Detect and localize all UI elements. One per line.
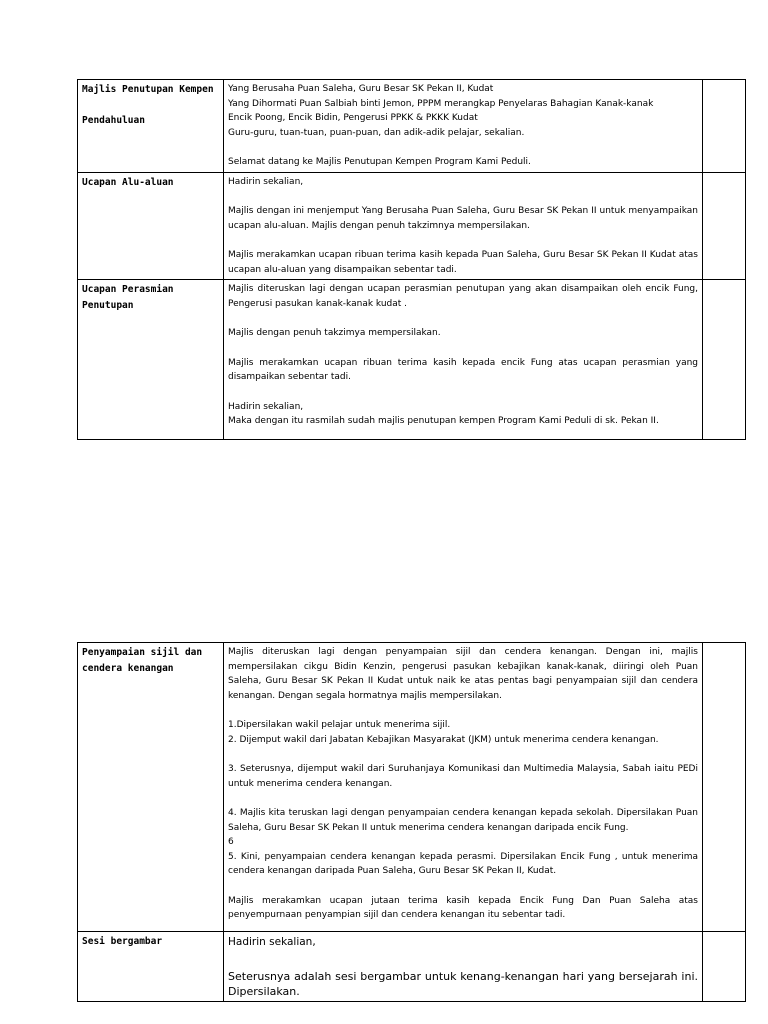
empty-cell (703, 172, 746, 280)
guest-line: Yang Dihormati Puan Salbiah binti Jemon, PPPM merangkap Penyelaras Bahagian Kanak-kanak (228, 98, 654, 109)
list-item: 2. Dijemput wakil dari Jabatan Kebajikan Masyarakat (JKM) untuk menerima cendera kenangan. (228, 734, 659, 745)
guest-line: Encik Poong, Encik Bidin, Pengerusi PPKK & PKKK Kudat (228, 113, 478, 123)
row-heading-cell (78, 280, 224, 440)
row-heading-cell (78, 172, 224, 280)
empty-cell (703, 931, 746, 1001)
paragraph: Hadirin sekalian, (228, 401, 304, 412)
row-heading: Ucapan Alu-aluan (82, 176, 174, 188)
table-row (78, 80, 746, 173)
paragraph: Majlis merakamkan ucapan ribuan terima kasih kepada encik Fung atas ucapan perasmian yang disampaikan sebentar tadi. (228, 357, 698, 382)
row-heading: Majlis Penutupan Kempen (82, 84, 214, 95)
stray-number: 6 (228, 837, 234, 847)
paragraph: Maka dengan itu rasmilah sudah majlis penutupan kempen Program Kami Peduli di sk. Pekan II. (228, 416, 659, 426)
list-item: 3. Seterusnya, dijemput wakil dari Suruhanjaya Komunikasi dan Multimedia Malaysia, Sabah iaitu PEDi untuk menerima cendera kenangan. (228, 764, 698, 789)
paragraph: Majlis merakamkan ucapan jutaan terima kasih kepada Encik Fung Dan Puan Saleha atas penyempurnaan penyampian sijil dan cendera kenangan itu sebentar tadi. (228, 895, 698, 920)
row-content-cell (224, 280, 703, 440)
list-item: 5. Kini, penyampaian cendera kenangan kepada perasmi. Dipersilakan Encik Fung , untuk menerima cendera kenangan daripada Puan Saleha, Guru Besar SK Pekan II, Kudat. (228, 851, 698, 876)
row-heading-cell (78, 80, 224, 173)
paragraph: Majlis merakamkan ucapan ribuan terima kasih kepada Puan Saleha, Guru Besar SK Pekan II Kudat atas ucapan alu-aluan yang disampaikan sebentar tadi. (228, 250, 698, 275)
row-heading: Sesi bergambar (82, 935, 163, 947)
program-table-1 (77, 79, 746, 440)
list-item: 4. Majlis kita teruskan lagi dengan penyampaian cendera kenangan kepada sekolah. Dipersilakan Puan Saleha, Guru Besar SK Pekan II untuk menerima cendera kenangan daripada encik Fung. (228, 808, 698, 833)
table-row (78, 172, 746, 280)
row-content-cell (224, 643, 703, 932)
row-heading-cell (78, 931, 224, 1001)
empty-cell (703, 80, 746, 173)
empty-cell (703, 643, 746, 932)
guest-line: Guru-guru, tuan-tuan, puan-puan, dan adik-adik pelajar, sekalian. (228, 127, 525, 138)
row-heading: Ucapan Perasmian Penutupan (82, 284, 174, 311)
paragraph: Majlis diteruskan lagi dengan ucapan perasmian penutupan yang akan disampaikan oleh encik Fung, Pengerusi pasukan kanak-kanak kudat . (228, 284, 698, 309)
paragraph: Majlis dengan ini menjemput Yang Berusaha Puan Saleha, Guru Besar SK Pekan II untuk menyampaikan ucapan alu-aluan. Majlis dengan penuh takzimnya mempersilakan. (228, 206, 698, 231)
row-heading: Penyampaian sijil dan cendera kenangan (82, 647, 203, 674)
row-subheading: Pendahuluan (82, 115, 145, 126)
paragraph: Hadirin sekalian, (228, 176, 304, 187)
row-heading-cell (78, 643, 224, 932)
list-item: 1.Dipersilakan wakil pelajar untuk menerima sijil. (228, 720, 451, 730)
row-content-cell (224, 80, 703, 173)
table-row (78, 643, 746, 932)
table-row (78, 280, 746, 440)
table-row (78, 931, 746, 1001)
welcome-text: Selamat datang ke Majlis Penutupan Kempen Program Kami Peduli. (228, 157, 531, 167)
paragraph: Hadirin sekalian, (228, 935, 316, 948)
row-content-cell (224, 931, 703, 1001)
row-content-cell (224, 172, 703, 280)
empty-cell (703, 280, 746, 440)
paragraph: Seterusnya adalah sesi bergambar untuk kenang-kenangan hari yang bersejarah ini. Dipersilakan. (228, 969, 698, 998)
program-table-2 (77, 642, 746, 1002)
paragraph: Majlis diteruskan lagi dengan penyampaian sijil dan cendera kenangan. Dengan ini, majlis mempersilakan cikgu Bidin Kenzin, pengerusi pasukan kebajikan kanak-kanak, diiringi oleh Puan Saleha, Guru Besar SK Pekan II Kudat untuk naik ke atas pentas bagi penyampaian sijil dan cendera kenangan. Dengan segala hormatnya majlis mempersilakan. (228, 647, 698, 701)
paragraph: Majlis dengan penuh takzimya mempersilakan. (228, 328, 441, 338)
guest-line: Yang Berusaha Puan Saleha, Guru Besar SK Pekan II, Kudat (228, 84, 494, 94)
